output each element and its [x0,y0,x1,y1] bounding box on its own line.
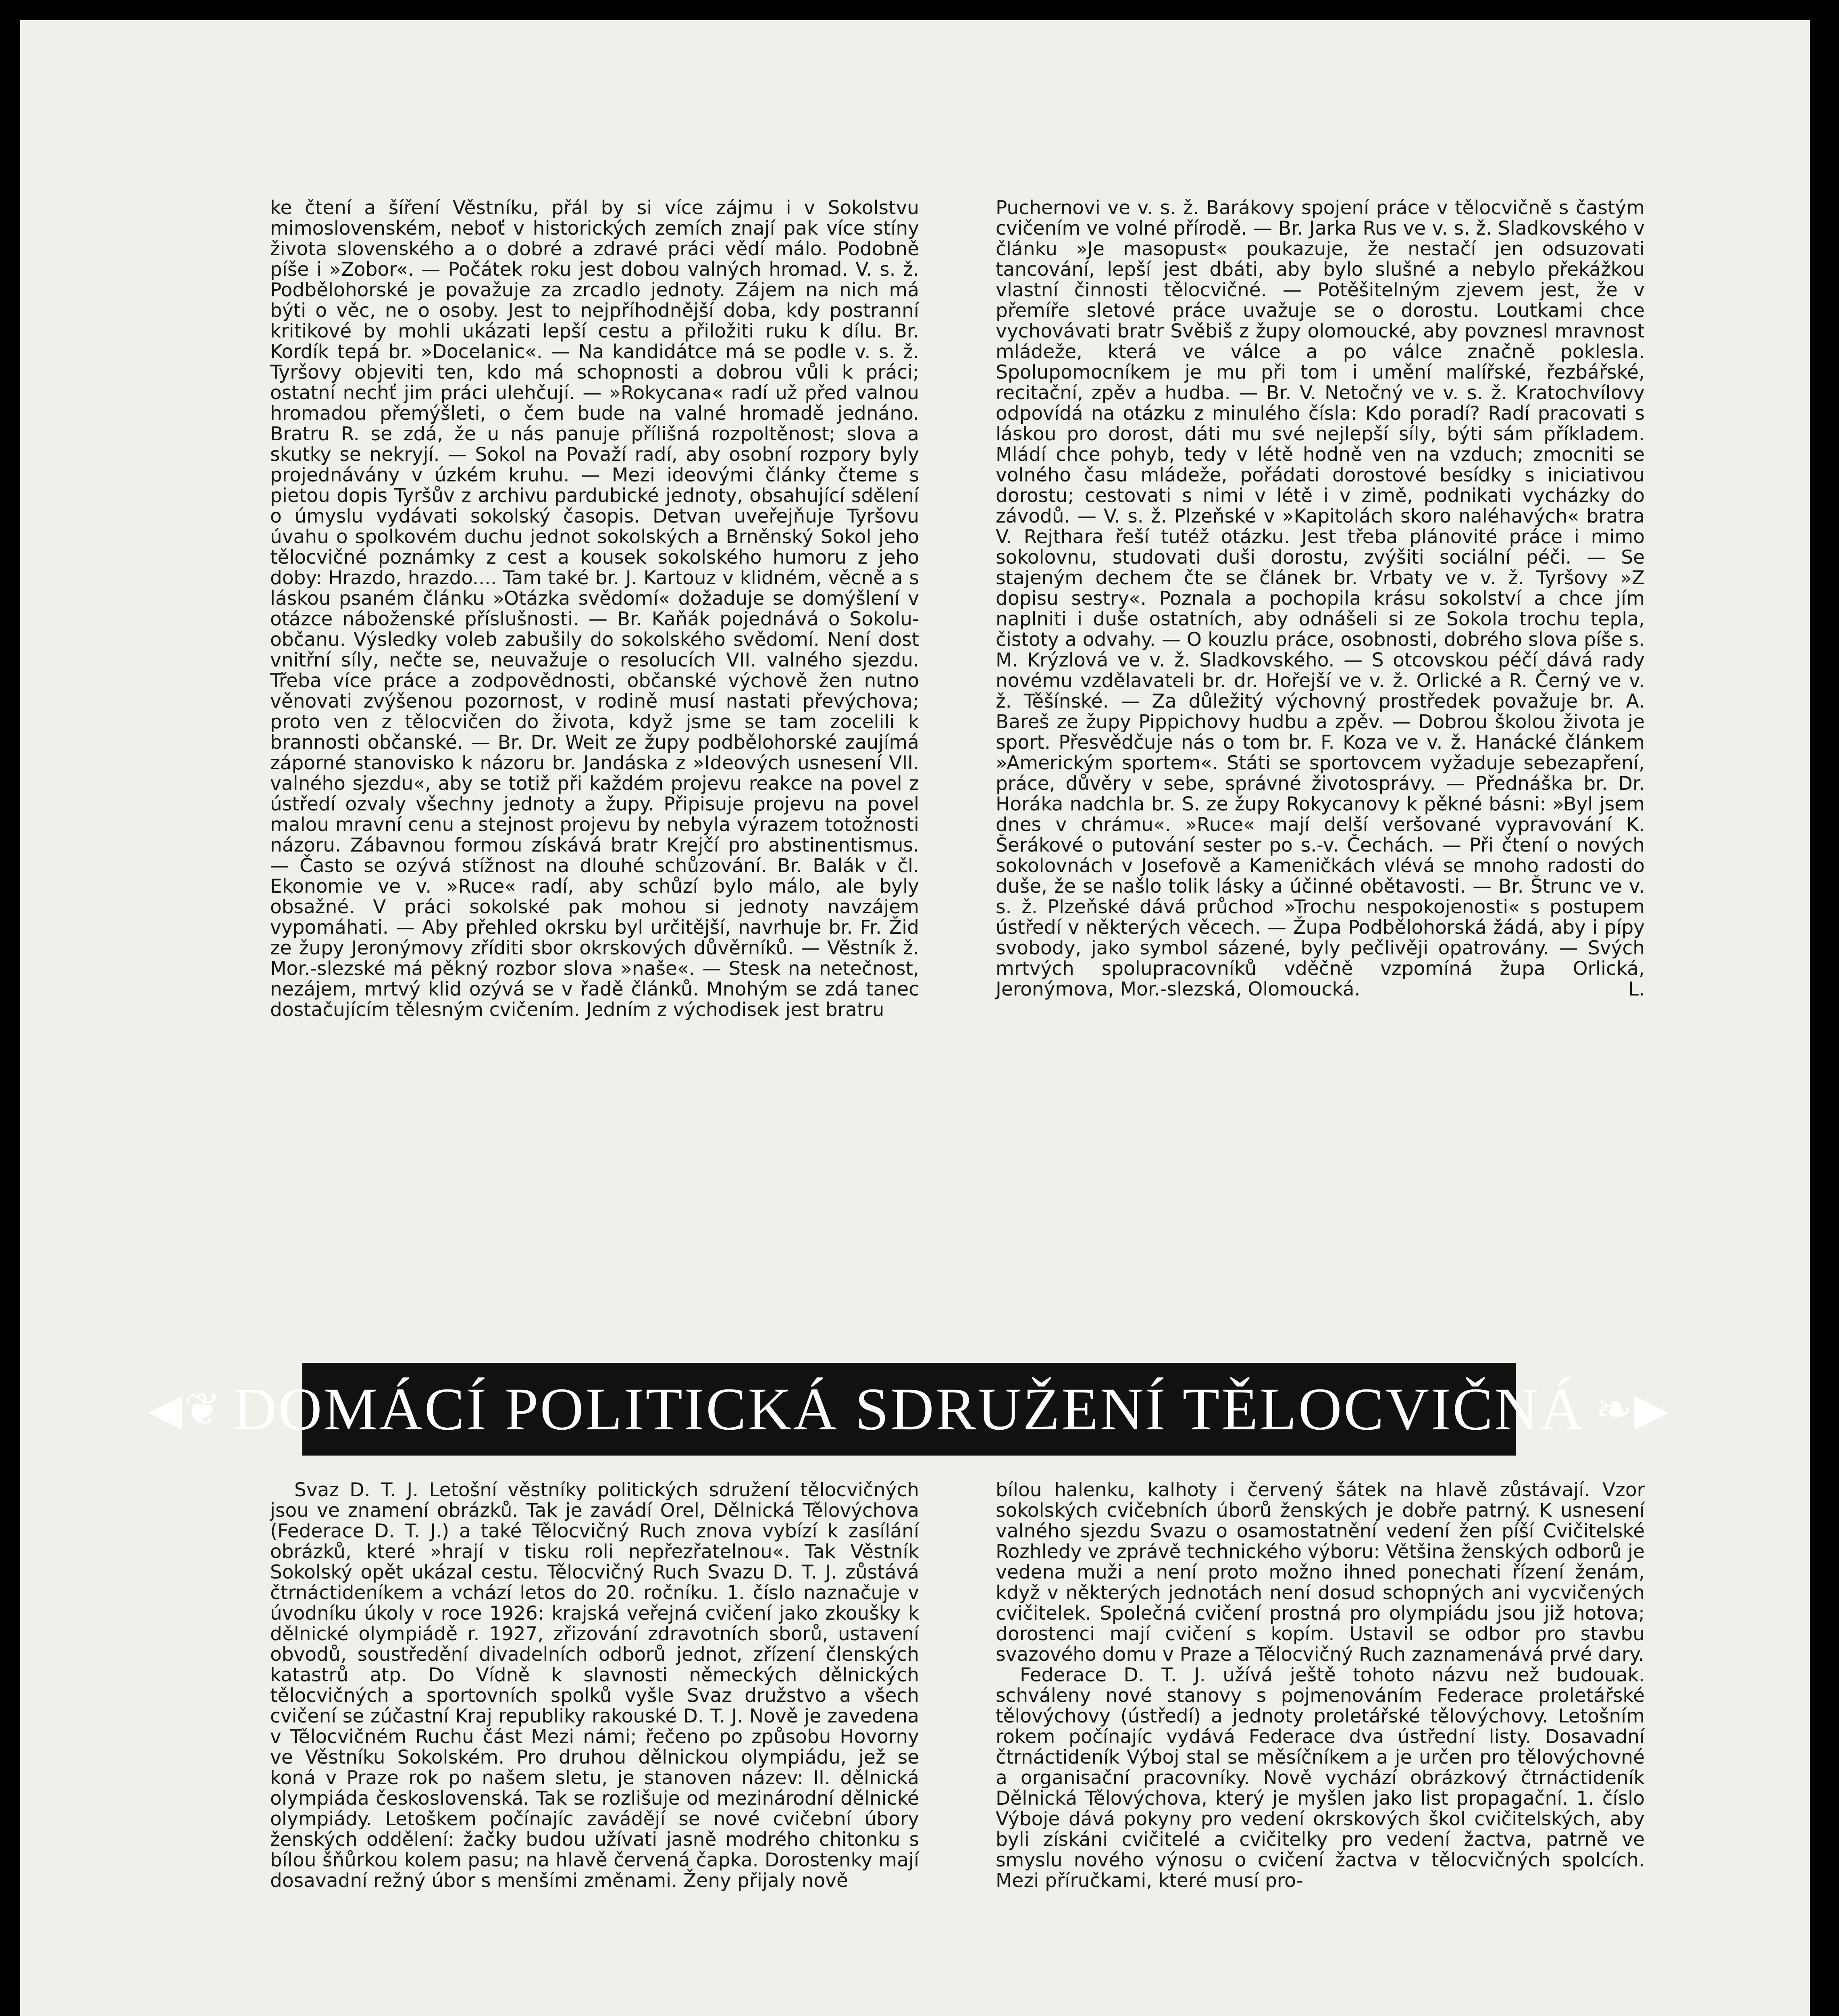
top-left-column [270,198,919,1020]
svaz-dtj-paragraph: Svaz D. T. J. Letošní věstníky politických sdružení tělocvičných jsou ve znamení obrázků. Tak je zavádí Orel, Dělnická Tělovýchova (Federace D. T. J.) a také Tělocvičný Ruch znova vybízí k zasílání obrázků, které »hrají v tisku roli nepřezřatelnou«. Tak Věstník Sokolský opět ukázal cestu. Tělocvičný Ruch Svazu D. T. J. zůstává čtrnáctideníkem a vchází letos do 20. ročníku. 1. číslo naznačuje v úvodníku úkoly v roce 1926: krajská veřejná cvičení jako zkoušky k dělnické olympiádě r. 1927, zřizování zdravotních sborů, ustavení obvodů, soustředění divadelních odborů jednot, zřízení členských katastrů atp. Do Vídně k slavnosti německých dělnických tělocvičných a sportovních spolků vyšle Svaz družstvo a všech cvičení se zúčastní Kraj republiky rakouské D. T. J. Nově je zavedena v Tělocvičném Ruchu část Mezi námi; řečeno po způsobu Hovorny ve Věstníku Sokolském. Pro druhou dělnickou olympiádu, jež se koná v Praze rok po našem sletu, je stanoven název: II. dělnická olympiáda československá. Tak se rozlišuje od mezinárodní dělnické olympiády. Letoškem počínajíc zavádějí se nové cvičební úbory ženských oddělení: žačky budou užívati jasně modrého chitonku s bílou šňůrkou kolem pasu; na hlavě červená čapka. Dorostenky mají dosavadní režný úbor s menšími změnami. Ženy přijaly nově [270,1479,919,1892]
magazine-page [20,20,1810,2016]
section-banner [148,1363,1670,1456]
bottom-right-paragraph-1 [996,1479,1645,1686]
top-right-text: Puchernovi ve v. s. ž. Barákovy spojení práce v tělocvičně s častým cvičením ve volné přírodě. — Br. Jarka Rus ve v. s. ž. Sladkovského v článku »Je masopust« poukazuje, že nestačí jen odsuzovati tancování, lepší jest dbáti, aby bylo slušné a nebylo překážkou vlastní činnosti tělocvičné. — Potěšitelným zjevem jest, že v přemíře sletové práce uvažuje se o dorostu. Loutkami chce vychovávati bratr Svěbiš z župy olomoucké, aby povznesl mravnost mládeže, která ve válce a po válce značně poklesla. Spolupomocníkem je mu při tom i umění malířské, řezbářské, recitační, zpěv a hudba. — Br. V. Netočný ve v. s. ž. Kratochvílovy odpovídá na otázku z minulého čísla: Kdo poradí? Radí pracovati s láskou pro dorost, dáti mu své nejlepší síly, býti sám příkladem. Mládí chce pohyb, tedy v létě hodně ven na vzduch; zmocniti se volného času mládeže, pořádati dorostové besídky s iniciativou dorostu; cestovati s nimi v létě i v zimě, podnikati vycházky do závodů. — V. s. ž. Plzeňské v »Kapitolách skoro naléhavých« bratra V. Rejthara řeší tutéž otázku. Jest třeba plánovité práce i mimo sokolovnu, studovati duši dorostu, zvýšiti sociální péči. — Se stajeným dechem čte se článek br. Vrbaty ve v. ž. Tyršovy »Z dopisu sestry«. Poznala a pochopila krásu sokolství a chce jím naplniti i duše ostatních, aby odnášeli si ze Sokola trochu tepla, čistoty a odvahy. — O kouzlu práce, osobnosti, dobrého slova píše s. M. Krýzlová ve v. ž. Sladkovského. — S otcovskou péčí dává rady novému vzdělavateli br. dr. Hořejší ve v. ž. Orlické a R. Černý ve v. ž. Těšínské. — Za důležitý výchovný prostředek považuje br. A. Bareš ze župy Pippichovy hudbu a zpěv. — Dobrou školou života je sport. Přesvědčuje nás o tom br. F. Koza ve v. ž. Hanácké článkem »Americkým sportem«. Státi se sportovcem vyžaduje sebezapření, práce, důvěry v sebe, správné životosprávy. — Přednáška br. Dr. Horáka nadchla br. S. ze župy Rokycanovy k pěkné básni: »Byl jsem dnes v chrámu«. »Ruce« mají delší veršované vypravování K. Šerákové o putování sester po s.-v. Čechách. — Při čtení o nových sokolovnách v Josefově a Kameničkách vlévá se mnoho radosti do duše, že se našlo tolik lásky a účinné obětavosti. — Br. Štrunc ve v. s. ž. Plzeňské dává průchod »Trochu nespokojenosti« s postupem ústředí v některých věcech. — Župa Podbělohorská žádá, aby i pípy svobody, jako symbol sázené, byly pečlivěji opatrovány. — Svých mrtvých spolupracovníků vděčně vzpomíná župa Orlická, Jeronýmova, Mor.-slezská, Olomoucká. [996,197,1645,1000]
section-title: DOMÁCÍ POLITICKÁ SDRUŽENÍ TĚLOCVIČNÁ [233,1376,1585,1443]
top-left-paragraph: ke čtení a šíření Věstníku, přál by si více zájmu i v Sokolstvu mimoslovenském, neboť v historických zemích znají pak více stíny života slovenského a o dobré a zdravé práci vědí málo. Podobně píše i »Zobor«. — Počátek roku jest dobou valných hromad. V. s. ž. Podbělohorské je považuje za zrcadlo jednoty. Zájem na nich má býti o věc, ne o osoby. Jest to nejpříhodnější doba, kdy postranní kritikové by mohli ukázati lepší cestu a přiložiti ruku k dílu. Br. Kordík tepá br. »Docelanic«. — Na kandidátce má se podle v. s. ž. Tyršovy objeviti ten, kdo má schopnosti a dobrou vůli k práci; ostatní nechť jim práci ulehčují. — »Rokycana« radí už před valnou hromadou přemýšleti, o čem bude na valné hromadě jednáno. Bratru R. se zdá, že u nás panuje přílišná rozpoltěnost; slova a skutky se nekryjí. — Sokol na Považí radí, aby osobní rozpory byly projednávány v úzkém kruhu. — Mezi ideovými články čteme s pietou dopis Tyršův z archivu pardubické jednoty, obsahující sdělení o úmyslu vydávati sokolský časopis. Detvan uveřejňuje Tyršovu úvahu o spolkovém duchu jednot sokolských a Brněnský Sokol jeho tělocvičné poznámky z cest a kousek sokolského humoru z jeho doby: Hrazdo, hrazdo.... Tam také br. J. Kartouz v klidném, věcně a s láskou psaném článku »Otázka svědomí« dožaduje se domýšlení v otázce náboženské příslušnosti. — Br. Kaňák pojednává o Sokolu-občanu. Výsledky voleb zabušily do sokolského svědomí. Není dost vnitřní síly, nečte se, neuvažuje o resolucích VII. valného sjezdu. Třeba více práce a zodpovědnosti, občanské výchově žen nutno věnovati zvýšenou pozornost, v rodině musí nastati převýchova; proto ven z tělocvičen do života, když jsme se tam zocelili k brannosti občanské. — Br. Dr. Weit ze župy podbělohorské zaujímá záporné stanovisko k názoru br. Jandáska z »Ideových usnesení VII. valného sjezdu«, aby se totiž při každém projevu reakce na povel z ústředí ozvaly všechny jednoty a župy. Připisuje projevu na povel malou mravní cenu a stejnost projevu by nebyla výrazem totožnosti názoru. Zábavnou formou získává bratr Krejčí pro abstinentismus. — Často se ozývá stížnost na dlouhé schůzování. Br. Balák v čl. Ekonomie ve v. »Ruce« radí, aby schůzí bylo málo, ale byly obsažné. V práci sokolské pak mohou si jednoty navzájem vypomáhati. — Aby přehled okrsku byl určitější, navrhuje br. Fr. Žid ze župy Jeronýmovy zříditi sbor okrskových důvěrníků. — Věstník ž. Mor.-slezské má pěkný rozbor slova »naše«. — Stesk na netečnost, nezájem, mrtvý klid ozývá se v řadě článků. Mnohým se zdá tanec dostačujícím tělesným cvičením. Jedním z východisek jest bratru [270,197,919,1021]
bottom-right-text-1: bílou halenku, kalhoty i červený šátek na hlavě zůstávají. Vzor sokolských cvičebních úborů ženských je dobře patrný. K usnesení valného sjezdu Svazu o osamostatnění vedení žen píší Cvičitelské Rozhledy ve zprávě technického výboru: Většina ženských odborů je vedena muži a není proto možno ihned ponechati řízení ženám, když v některých jednotách není dosud schopných ani vycvičených cvičitelek. Společná cvičení prostná pro olympiádu jsou již hotova; dorostenci mají cvičení s kopím. Ustavil se odbor pro stavbu svazového domu v Praze a Tělocvičný Ruch zaznamenává prvé dary. [996,1479,1645,1666]
bottom-left-column [270,1480,919,1891]
ornament-right-icon: ❧▶ [1595,1385,1670,1434]
ornament-left-icon: ◀❦ [148,1385,223,1434]
signature-ak: ak. [1616,1664,1645,1686]
top-right-paragraph [996,198,1645,1000]
signature-l: L. [1628,978,1645,1000]
bottom-right-column [996,1480,1645,1891]
top-right-column [996,198,1645,1000]
federace-dtj-paragraph: Federace D. T. J. užívá ještě tohoto názvu než budou schváleny nové stanovy s pojmenováním Federace proletářské tělovýchovy (ústředí) a jednoty proletářské tělovýchovy. Letošním rokem počínajíc vydává Federace dva ústřední listy. Dosavadní čtrnáctideník Výboj stal se měsíčníkem a je určen pro tělovýchovné a organisační pracovníky. Nově vychází obrázkový čtrnáctideník Dělnická Tělovýchova, který je myšlen jako list propagační. 1. číslo Výboje dává pokyny pro vedení okrskových škol cvičitelských, aby byli získáni cvičitelé a cvičitelky pro vedení žactva, patrně ve smyslu nového výnosu o cvičení žactva v tělocvičných spolcích. Mezi příručkami, které musí pro- [996,1664,1645,1892]
